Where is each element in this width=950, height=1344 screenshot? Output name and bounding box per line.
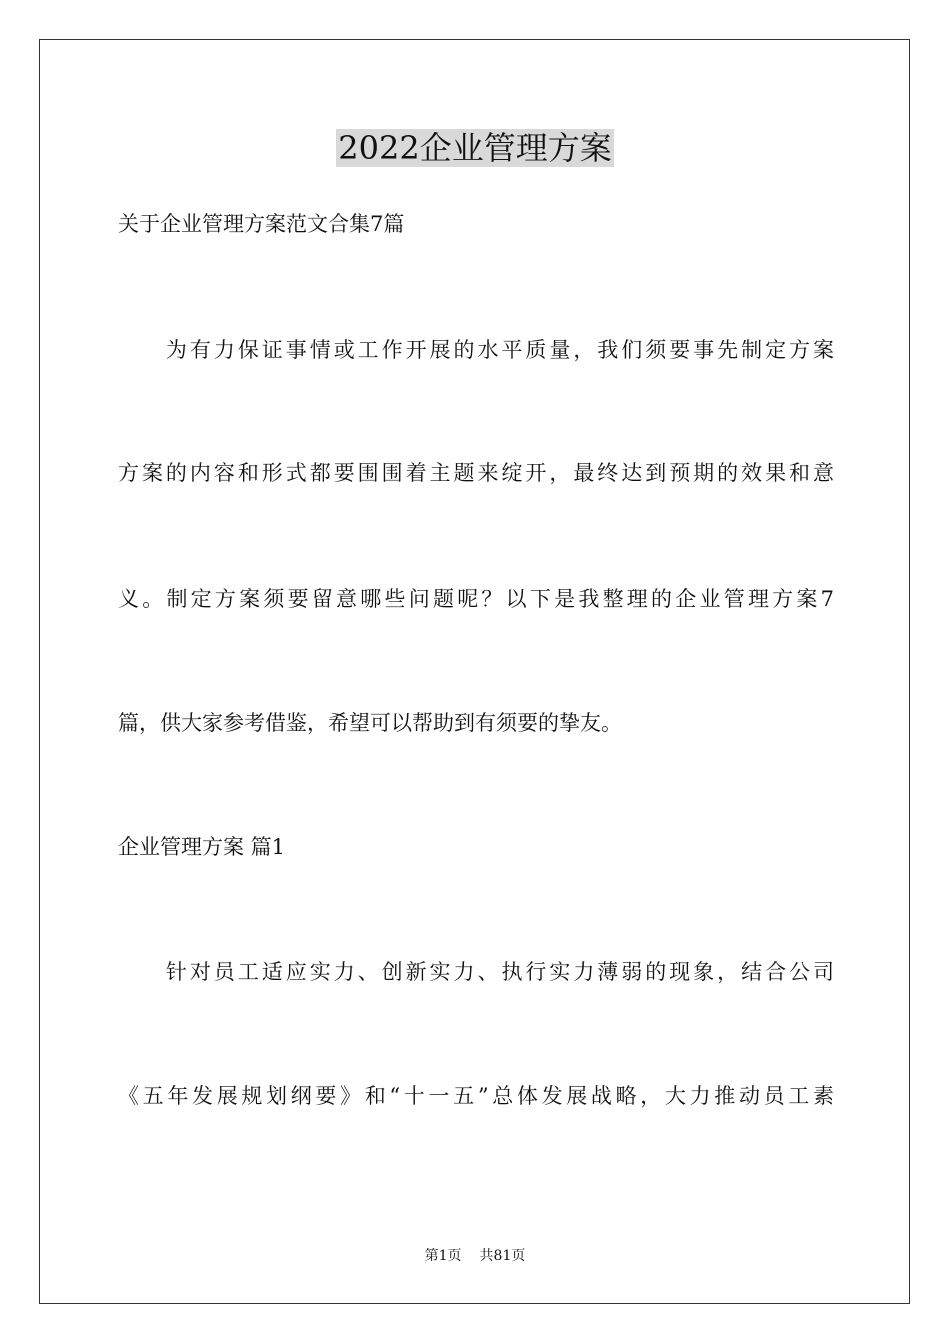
document-subtitle: 关于企业管理方案范文合集7篇: [118, 212, 405, 236]
page-number: 第1页: [424, 1248, 462, 1264]
page-total: 共81页: [479, 1248, 526, 1264]
page-footer: [0, 1246, 950, 1266]
section-line: 针对员工适应实力、创新实力、执行实力薄弱的现象，结合公司: [118, 960, 834, 984]
intro-line: 篇，供大家参考借鉴，希望可以帮助到有须要的挚友。: [118, 711, 622, 735]
section-heading: 企业管理方案 篇1: [118, 835, 286, 859]
intro-line: 方案的内容和形式都要围围着主题来绽开，最终达到预期的效果和意: [118, 461, 834, 485]
intro-line: 为有力保证事情或工作开展的水平质量，我们须要事先制定方案: [118, 338, 834, 362]
section-line: 《五年发展规划纲要》和“十一五”总体发展战略，大力推动员工素: [118, 1084, 834, 1108]
intro-line: 义。制定方案须要留意哪些问题呢？以下是我整理的企业管理方案7: [118, 587, 834, 611]
document-title: [0, 126, 950, 170]
document-title-text: 2022企业管理方案: [338, 129, 612, 167]
